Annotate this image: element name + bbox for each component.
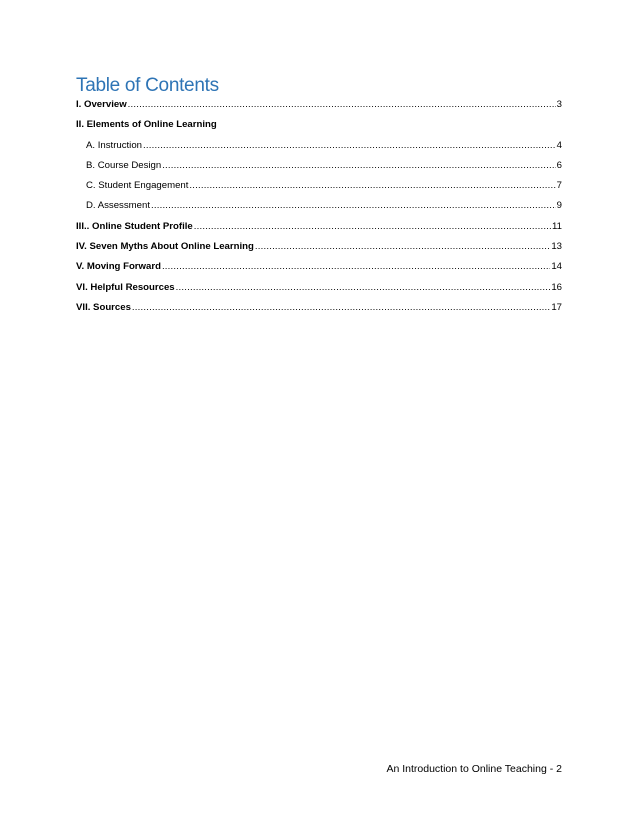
toc-entry-online-student-profile[interactable] [76,212,562,232]
toc-entry-elements-of-online-learning[interactable] [76,111,562,131]
toc-entry-overview[interactable] [76,98,562,111]
toc-entry-label: IV. Seven Myths About Online Learning [76,241,254,253]
toc-entry-page: 6 [556,159,562,171]
toc-entry-page: 16 [551,281,562,293]
toc-entry-page: 7 [556,180,562,192]
toc-entry-label: D. Assessment [86,200,150,212]
toc-dot-leader [132,302,550,314]
toc-entry-page: 3 [556,99,562,110]
toc-entry-page: 9 [556,200,562,212]
toc-dot-leader [255,241,550,253]
toc-entry-label: A. Instruction [86,139,142,151]
toc-entry-label: VI. Helpful Resources [76,281,175,293]
toc-entry-assessment[interactable] [76,192,562,212]
toc-dot-leader [162,261,550,273]
toc-entry-label: B. Course Design [86,159,162,171]
toc-entry-label: C. Student Engagement [86,180,189,192]
toc-dot-leader [176,282,551,294]
toc-entry-page: 4 [556,139,562,151]
toc-title: Table of Contents [76,75,219,96]
toc-dot-leader [151,200,556,212]
toc-entry-seven-myths[interactable] [76,233,562,253]
toc-dot-leader [194,221,551,233]
toc-entry-label: VII. Sources [76,301,131,313]
toc-entry-label: I. Overview [76,99,127,110]
toc-entry-page: 17 [551,301,562,313]
toc-entry-course-design[interactable] [76,152,562,172]
page-footer: An Introduction to Online Teaching - 2 [386,763,562,775]
toc-entry-label: II. Elements of Online Learning [76,119,217,131]
toc-entry-sources[interactable] [76,294,562,314]
toc-entry-page: 14 [551,261,562,273]
toc-entry-helpful-resources[interactable] [76,273,562,293]
toc-dot-leader [128,99,556,111]
toc-list [76,98,562,314]
toc-entry-instruction[interactable] [76,131,562,151]
toc-entry-label: V. Moving Forward [76,261,161,273]
toc-entry-page: 13 [551,241,562,253]
toc-dot-leader [143,140,556,152]
toc-entry-moving-forward[interactable] [76,253,562,273]
toc-entry-page: 11 [552,220,562,232]
toc-dot-leader [189,180,555,192]
toc-dot-leader [162,160,555,172]
toc-entry-student-engagement[interactable] [76,172,562,192]
toc-entry-label: III.. Online Student Profile [76,220,193,232]
